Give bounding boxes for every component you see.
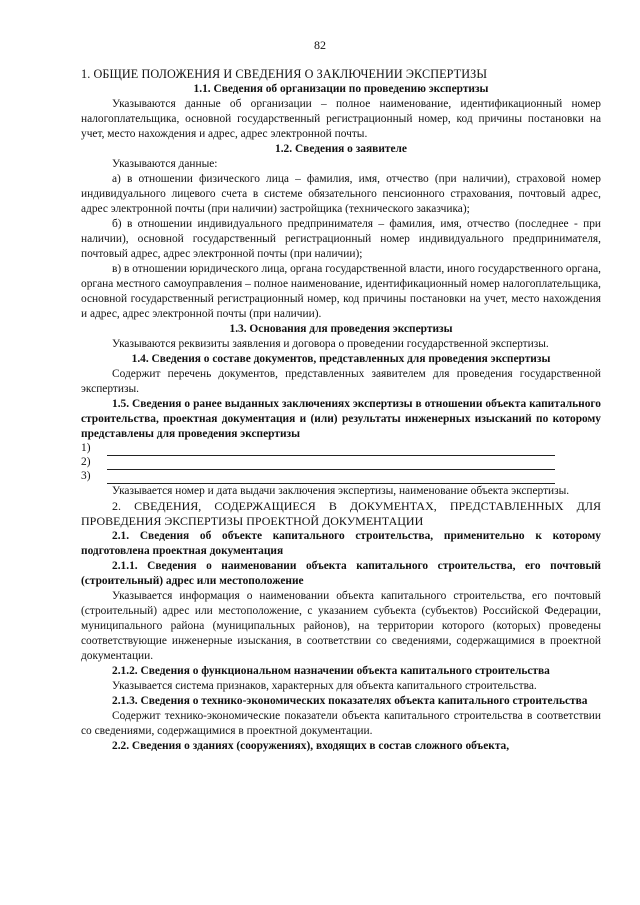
blank-line-number: 1) — [81, 442, 91, 454]
blank-line-number: 3) — [81, 470, 91, 482]
para-1-4: Содержит перечень документов, представленных заявителем для проведения государственной экспертизы. — [81, 368, 601, 395]
heading-1-4: 1.4. Сведения о составе документов, представленных для проведения экспертизы — [131, 353, 551, 365]
fill-in-line — [107, 473, 555, 484]
blank-line-2 — [81, 456, 601, 470]
heading-1-1: 1.1. Сведения об организации по проведению экспертизы — [193, 83, 489, 95]
para-1-5: Указывается номер и дата выдачи заключения экспертизы, наименование объекта экспертизы. — [112, 485, 570, 497]
fill-in-line — [107, 459, 555, 470]
heading-2-1-3: 2.1.3. Сведения о технико-экономических показателях объекта капитального строительства — [112, 695, 588, 707]
heading-1-3: 1.3. Основания для проведения экспертизы — [229, 323, 453, 335]
para-2-1-1: Указывается информация о наименовании объекта капитального строительства, его почтовый (строительный) адрес или местоположение, с указанием субъекта (субъектов) Российской Федерации, муниципального района (муниципальных районов), на территории которого (которых) проведены соответствующие инженерные изыскания, в соответствии со сведениями, содержащимися в проектной документации. — [81, 590, 601, 662]
para-1-1: Указываются данные об организации – полное наименование, идентификационный номер налогоплательщика, основной государственный регистрационный номер, код причины постановки на учет, место нахождения и адрес, адрес электронной почты. — [81, 98, 601, 140]
para-1-2-c: в) в отношении юридического лица, органа государственной власти, иного государственного органа, органа местного самоуправления – полное наименование, идентификационный номер налогоплательщика, основной государственный регистрационный номер, код причины постановки на учет, место нахождения и адрес, адрес электронной почты (при наличии). — [81, 263, 601, 320]
para-1-2-intro: Указываются данные: — [112, 158, 218, 170]
para-2-1-3: Содержит технико-экономические показатели объекта капитального строительства в соответствии со сведениями, содержащимися в проектной документации. — [81, 710, 601, 737]
para-2-1-2: Указывается система признаков, характерных для объекта капитального строительства. — [112, 680, 537, 692]
fill-in-line — [107, 445, 555, 456]
heading-2-1-2: 2.1.2. Сведения о функциональном назначении объекта капитального строительства — [112, 665, 550, 677]
heading-1-2: 1.2. Сведения о заявителе — [275, 143, 407, 155]
heading-2-1: 2.1. Сведения об объекте капитального строительства, применительно к которому подготовлена проектная документация — [81, 530, 601, 557]
heading-2-1-1: 2.1.1. Сведения о наименовании объекта капитального строительства, его почтовый (строительный) адрес или местоположение — [81, 560, 601, 587]
para-1-2-a: а) в отношении физического лица – фамилия, имя, отчество (при наличии), страховой номер индивидуального лицевого счета в системе обязательного пенсионного страхования, почтовый адрес, адрес электронной почты (при наличии) застройщика (технического заказчика); — [81, 173, 601, 215]
blank-line-1 — [81, 442, 601, 456]
section-1-title: 1. ОБЩИЕ ПОЛОЖЕНИЯ И СВЕДЕНИЯ О ЗАКЛЮЧЕНИИ ЭКСПЕРТИЗЫ — [81, 67, 488, 81]
document-body — [81, 67, 601, 754]
para-1-2-b: б) в отношении индивидуального предпринимателя – фамилия, имя, отчество (последнее - при наличии), основной государственный регистрационный номер индивидуального предпринимателя, почтовый адрес, адрес электронной почты (при наличии); — [81, 218, 601, 260]
page-number: 82 — [314, 38, 326, 52]
section-2-title: 2. СВЕДЕНИЯ, СОДЕРЖАЩИЕСЯ В ДОКУМЕНТАХ, ПРЕДСТАВЛЕННЫХ ДЛЯ ПРОВЕДЕНИЯ ЭКСПЕРТИЗЫ ПРОЕКТНОЙ ДОКУМЕНТАЦИИ — [81, 499, 601, 528]
heading-1-5: 1.5. Сведения о ранее выданных заключениях экспертизы в отношении объекта капитального строительства, проектная документация и (или) результаты инженерных изысканий по которому представлены для проведения экспертизы — [81, 398, 601, 440]
para-1-3: Указываются реквизиты заявления и договора о проведении государственной экспертизы. — [112, 338, 549, 350]
blank-line-number: 2) — [81, 456, 91, 468]
heading-2-2: 2.2. Сведения о зданиях (сооружениях), входящих в состав сложного объекта, — [112, 740, 510, 752]
blank-line-3 — [81, 470, 601, 484]
